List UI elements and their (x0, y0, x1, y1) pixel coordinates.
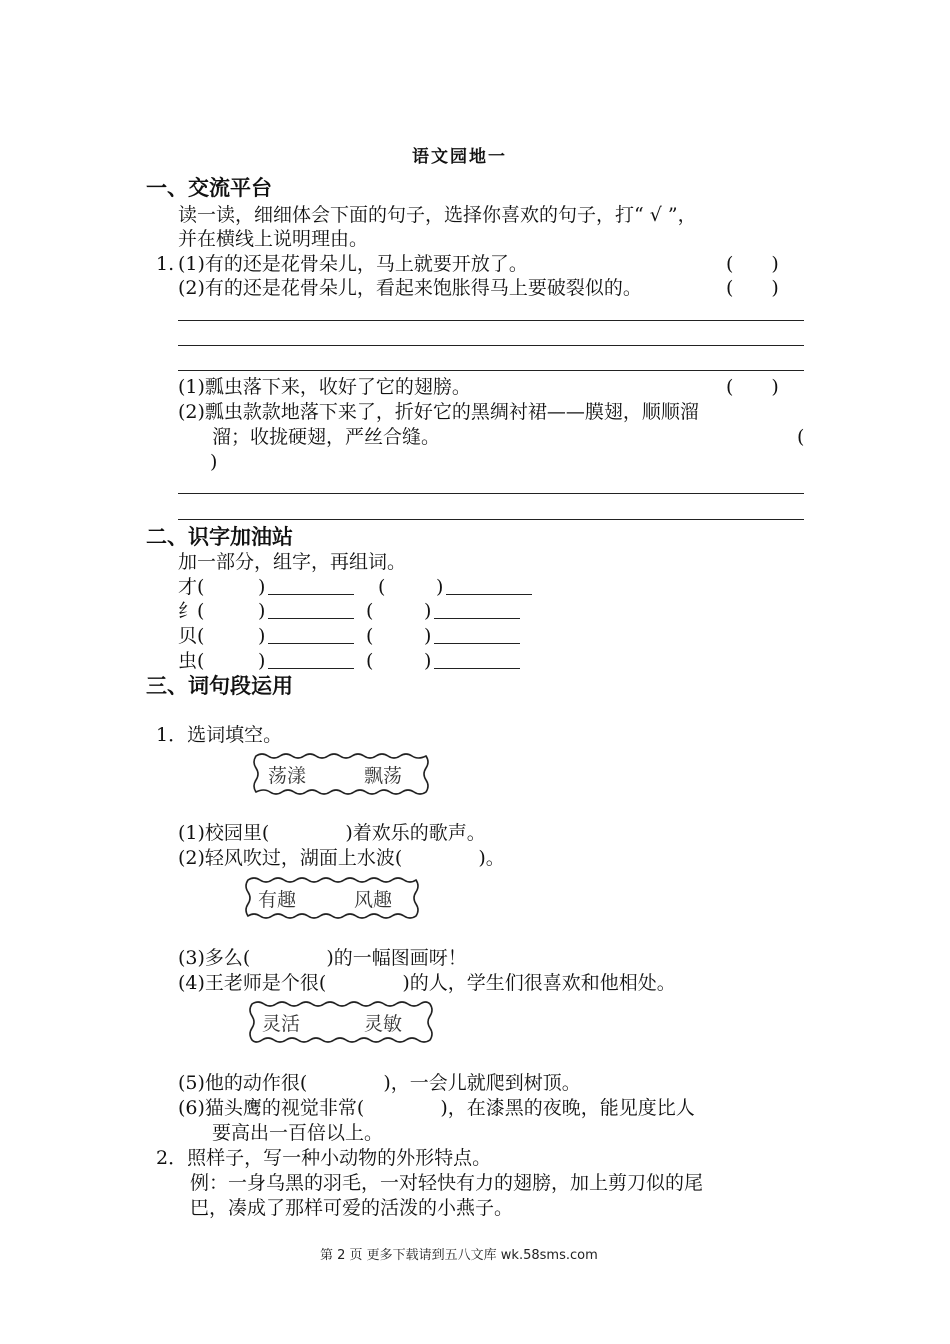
section-heading-3: 三、词句段运用 (146, 674, 293, 698)
paren-close: ) (258, 625, 266, 647)
fill-sentence: (6)猫头鹰的视觉非常( )，在漆黑的夜晚，能见度比人 (178, 1097, 695, 1119)
check-parentheses[interactable]: ) (210, 451, 218, 473)
check-parentheses[interactable]: ( (797, 426, 805, 448)
word-blank[interactable] (434, 668, 520, 669)
fill-sentence: (4)王老师是个很( )的人，学生们很喜欢和他相处。 (178, 972, 676, 994)
word-choice: 灵敏 (364, 1013, 403, 1035)
sentence-option: (1)有的还是花骨朵儿，马上就要开放了。 (178, 253, 528, 275)
sentence-option: (1)瓢虫落下来，收好了它的翅膀。 (178, 376, 471, 398)
word-choice-box (240, 876, 424, 920)
check-parentheses[interactable]: ( ) (726, 253, 779, 275)
fill-sentence: 要高出一百倍以上。 (212, 1122, 384, 1144)
answer-line[interactable] (178, 345, 804, 346)
radical-char: 纟( (178, 600, 205, 622)
word-choice: 灵活 (262, 1013, 301, 1035)
section-heading-1: 一、交流平台 (146, 176, 272, 200)
word-blank[interactable] (434, 618, 520, 619)
question-number: 1. (156, 253, 175, 275)
instruction-text: 加一部分，组字，再组词。 (178, 551, 407, 573)
fill-sentence: (1)校园里( )着欢乐的歌声。 (178, 822, 486, 844)
word-blank[interactable] (446, 594, 532, 595)
word-choice-box (248, 752, 434, 796)
page-footer: 第 2 页 更多下载请到五八文库 wk.58sms.com (320, 1248, 598, 1263)
paren-close: ) (258, 650, 266, 672)
word-choice: 荡漾 (268, 765, 307, 787)
answer-line[interactable] (178, 370, 804, 371)
word-choice-box (244, 1000, 438, 1044)
example-text: 例：一身乌黑的羽毛，一对轻快有力的翅膀，加上剪刀似的尾 (190, 1172, 704, 1194)
paren-open: ( (366, 650, 374, 672)
paren-close: ) (258, 576, 266, 598)
check-parentheses[interactable]: ( ) (726, 277, 779, 299)
answer-line[interactable] (178, 493, 804, 494)
paren-close: ) (436, 576, 444, 598)
radical-char: 贝( (178, 625, 205, 647)
answer-line[interactable] (178, 519, 804, 520)
fill-sentence: (2)轻风吹过，湖面上水波( )。 (178, 847, 505, 869)
question-label: 1．选词填空。 (156, 724, 283, 746)
word-blank[interactable] (434, 643, 520, 644)
paren-open: ( (378, 576, 386, 598)
word-choice: 有趣 (258, 889, 297, 911)
paren-close: ) (424, 600, 432, 622)
paren-close: ) (258, 600, 266, 622)
word-blank[interactable] (268, 618, 354, 619)
paren-close: ) (424, 625, 432, 647)
radical-char: 才( (178, 576, 205, 598)
page-title: 语文园地一 (412, 147, 507, 167)
instruction-text: 读一读，细细体会下面的句子，选择你喜欢的句子，打“ √ ”， (178, 204, 697, 226)
example-text: 巴，凑成了那样可爱的活泼的小燕子。 (190, 1197, 514, 1219)
sentence-option: (2)有的还是花骨朵儿，看起来饱胀得马上要破裂似的。 (178, 277, 642, 299)
section-heading-2: 二、识字加油站 (146, 525, 293, 549)
sentence-option: 溜；收拢硬翅，严丝合缝。 (212, 426, 441, 448)
word-choice: 飘荡 (364, 765, 403, 787)
paren-open: ( (366, 625, 374, 647)
fill-sentence: (5)他的动作很( )，一会儿就爬到树顶。 (178, 1072, 581, 1094)
question-label: 2．照样子，写一种小动物的外形特点。 (156, 1147, 492, 1169)
word-blank[interactable] (268, 594, 354, 595)
paren-close: ) (424, 650, 432, 672)
word-blank[interactable] (268, 643, 354, 644)
answer-line[interactable] (178, 320, 804, 321)
word-choice: 风趣 (354, 889, 393, 911)
word-blank[interactable] (268, 668, 354, 669)
fill-sentence: (3)多么( )的一幅图画呀！ (178, 947, 467, 969)
instruction-text: 并在横线上说明理由。 (178, 228, 369, 250)
check-parentheses[interactable]: ( ) (726, 376, 779, 398)
sentence-option: (2)瓢虫款款地落下来了，折好它的黑绸衬裙——膜翅，顺顺溜 (178, 401, 699, 423)
radical-char: 虫( (178, 650, 205, 672)
paren-open: ( (366, 600, 374, 622)
